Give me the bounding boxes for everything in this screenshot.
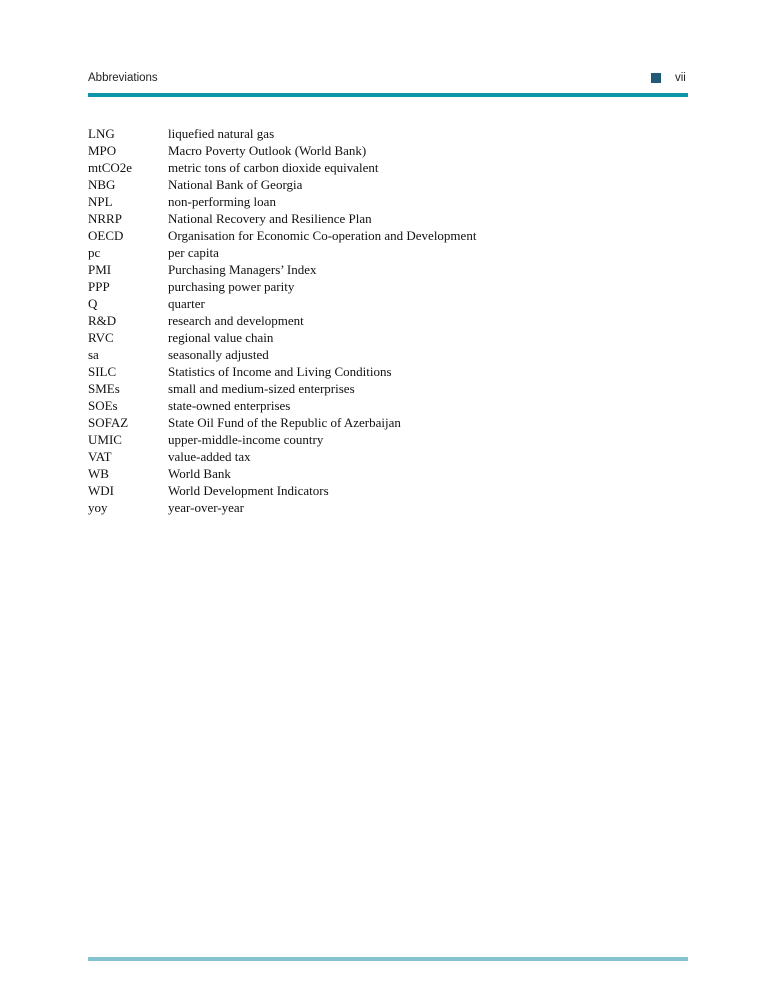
header-square-marker — [651, 73, 661, 83]
abbreviation-term: PMI — [88, 262, 112, 277]
abbreviation-term: SMEs — [88, 381, 120, 396]
abbreviation-row — [88, 465, 688, 482]
abbreviation-row — [88, 363, 688, 380]
abbreviation-definition: National Recovery and Resilience Plan — [168, 211, 372, 226]
abbreviation-term: NRRP — [88, 211, 122, 226]
abbreviation-row — [88, 380, 688, 397]
abbreviation-row — [88, 431, 688, 448]
abbreviation-definition: state-owned enterprises — [168, 398, 291, 413]
abbreviation-definition: quarter — [168, 296, 205, 311]
page-number: vii — [675, 72, 686, 84]
footer-rule — [88, 957, 688, 961]
abbreviation-term: UMIC — [88, 432, 122, 447]
abbreviation-definition: World Development Indicators — [168, 483, 329, 498]
abbreviation-term: WDI — [88, 483, 114, 498]
abbreviation-row — [88, 482, 688, 499]
abbreviation-definition: per capita — [168, 245, 219, 260]
abbreviation-term: R&D — [88, 313, 117, 328]
abbreviation-term: WB — [88, 466, 109, 481]
abbreviation-definition: non-performing loan — [168, 194, 276, 209]
abbreviation-row — [88, 312, 688, 329]
abbreviation-term: Q — [88, 296, 98, 311]
abbreviation-definition: National Bank of Georgia — [168, 177, 303, 192]
abbreviation-term: PPP — [88, 279, 110, 294]
header-rule — [88, 93, 688, 97]
abbreviation-row — [88, 210, 688, 227]
page-header-title: Abbreviations — [88, 72, 158, 84]
abbreviation-term: MPO — [88, 143, 117, 158]
abbreviation-term: RVC — [88, 330, 114, 345]
abbreviation-term: NBG — [88, 177, 116, 192]
abbreviation-definition: year-over-year — [168, 500, 244, 515]
abbreviation-row — [88, 414, 688, 431]
abbreviation-row — [88, 159, 688, 176]
abbreviation-definition: value-added tax — [168, 449, 251, 464]
abbreviation-definition: upper-middle-income country — [168, 432, 324, 447]
abbreviation-definition: State Oil Fund of the Republic of Azerbaijan — [168, 415, 401, 430]
abbreviations-list — [88, 125, 688, 516]
abbreviation-term: OECD — [88, 228, 124, 243]
abbreviation-row — [88, 499, 688, 516]
abbreviation-row — [88, 261, 688, 278]
abbreviation-definition: Macro Poverty Outlook (World Bank) — [168, 143, 367, 158]
abbreviation-definition: seasonally adjusted — [168, 347, 269, 362]
abbreviation-row — [88, 397, 688, 414]
abbreviation-row — [88, 142, 688, 159]
abbreviation-row — [88, 227, 688, 244]
abbreviation-definition: regional value chain — [168, 330, 274, 345]
abbreviation-definition: Organisation for Economic Co-operation and Development — [168, 228, 477, 243]
abbreviation-definition: metric tons of carbon dioxide equivalent — [168, 160, 379, 175]
abbreviation-term: mtCO2e — [88, 160, 133, 175]
abbreviation-term: pc — [88, 245, 101, 260]
abbreviation-term: SOEs — [88, 398, 118, 413]
abbreviation-term: yoy — [88, 500, 108, 515]
abbreviation-row — [88, 193, 688, 210]
abbreviation-term: NPL — [88, 194, 113, 209]
abbreviation-row — [88, 176, 688, 193]
abbreviation-definition: research and development — [168, 313, 304, 328]
abbreviation-term: LNG — [88, 126, 115, 141]
abbreviation-row — [88, 448, 688, 465]
abbreviation-row — [88, 346, 688, 363]
abbreviation-term: SILC — [88, 364, 117, 379]
abbreviation-definition: purchasing power parity — [168, 279, 295, 294]
abbreviation-definition: Purchasing Managers’ Index — [168, 262, 317, 277]
abbreviation-row — [88, 125, 688, 142]
abbreviation-row — [88, 278, 688, 295]
abbreviation-term: sa — [88, 347, 99, 362]
abbreviation-definition: liquefied natural gas — [168, 126, 275, 141]
abbreviation-term: SOFAZ — [88, 415, 129, 430]
abbreviation-definition: Statistics of Income and Living Conditions — [168, 364, 392, 379]
abbreviation-definition: World Bank — [168, 466, 231, 481]
abbreviation-row — [88, 329, 688, 346]
abbreviation-definition: small and medium-sized enterprises — [168, 381, 355, 396]
abbreviation-row — [88, 295, 688, 312]
abbreviation-term: VAT — [88, 449, 112, 464]
abbreviation-row — [88, 244, 688, 261]
